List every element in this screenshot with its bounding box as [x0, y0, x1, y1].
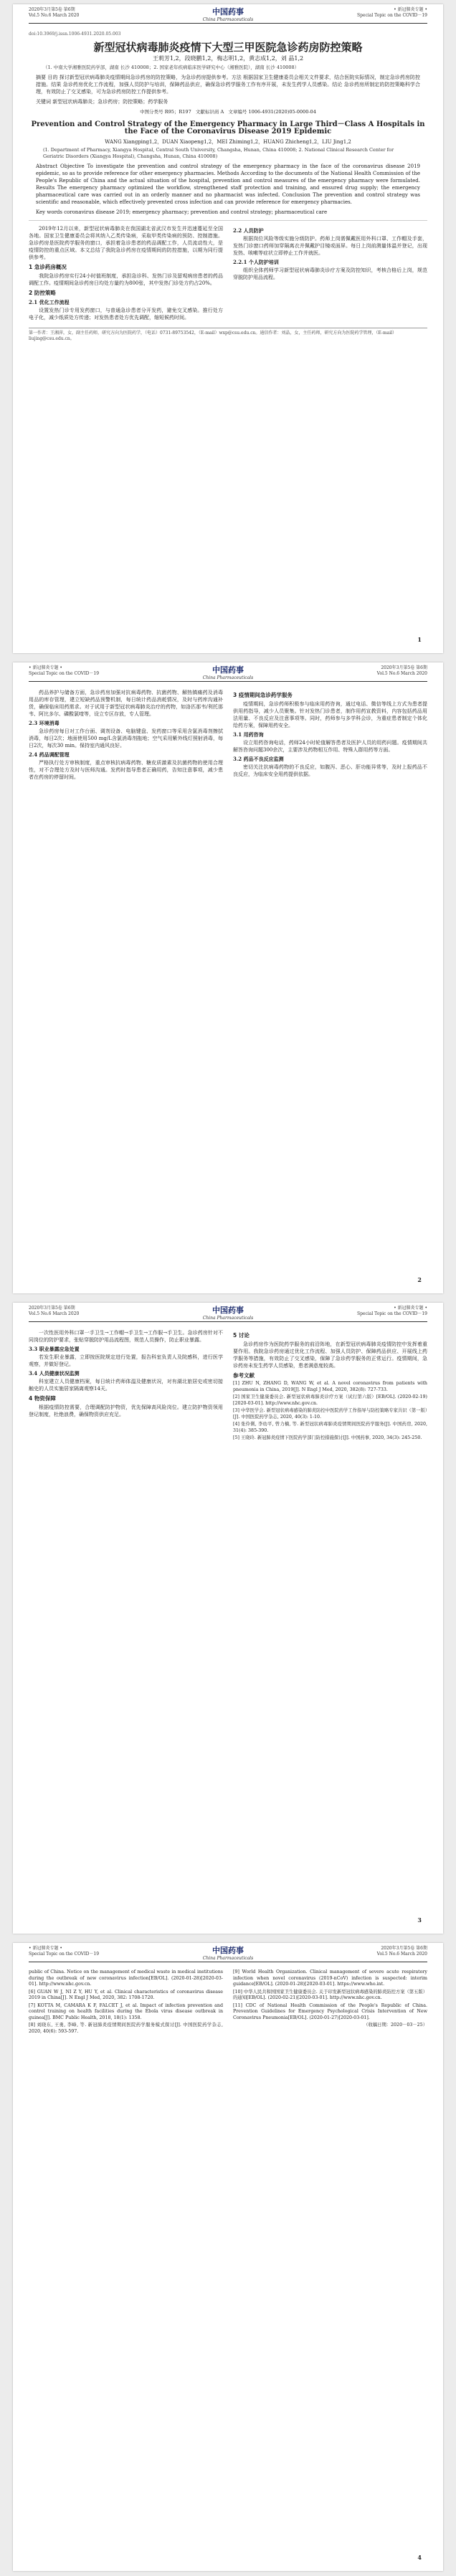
subsection-heading: 2.4 药品调配管理 [29, 751, 70, 758]
journal-title-en: China Pharmaceuticals [202, 17, 254, 22]
references [233, 1381, 427, 1442]
header-topic: • 新冠肺炎专题 • [29, 1946, 62, 1951]
reference-item: [11] CDC of National Health Commission of the People's Republic of China. Prevention Guidelines for Emergency Psychological Crisis Intervention of New Coronavirus Pneumonia[EB/OL]. (2020-01-27)[2020-03-01]. [233, 2002, 427, 2020]
section-heading: 1 急诊药房概况 [29, 264, 67, 270]
paragraph: 严格执行处方审核制度，重点审核抗病毒药物、糖皮质激素及抗菌药物的使用合理性，对不合理处方及时与医师沟通。发药时指导患者正确用药，告知注意事项，减少患者在药房的停留时间。 [29, 760, 223, 780]
journal-title: 中国药事 [212, 7, 244, 16]
abstract-en: Abstract Objective To investigate the prevention and control strategy of the emergency pharmacy in the face of the coronavirus disease 2019 epidemic, so as to provide reference for other emergency pharmacies. Methods According to the documents of the National Health Commission of the People's Republic of China and the actual situation of the hospital, prevention and control measures of the emergency pharmacy were formulated. Results The emergency pharmacy optimized the workflow, strengthened staff protection and training, and ensured drug supply; the emergency pharmaceutical care was carried out in an orderly manner and no pharmacist was infected. Conclusion The prevention and control strategy was scientific and reasonable, which effectively prevented cross infection and can provide reference for emergency pharmacies. [36, 163, 420, 205]
header-issue: 2020年3月第5卷 第6期 [381, 665, 427, 670]
article-title-en: Prevention and Control Strategy of the Emergency Pharmacy in Large Third－Class A Hospitals in the Face of the Coronavirus Disease 2019 Epidemic [31, 120, 425, 136]
subsection-heading: 2.3 环境消毒 [29, 720, 60, 726]
page-1 [13, 4, 443, 653]
header-topic: • 新冠肺炎专题 • [394, 7, 427, 12]
authors: 王莉芳1,2，段晓鹏1,2，梅志明1,2，黄志成1,2，刘 晶1,2 [152, 55, 304, 62]
doi: doi:10.3969/j.issn.1006-4931.2020.05.003 [29, 32, 121, 37]
page-number: 1 [417, 636, 422, 643]
reference-item: [1] ZHU N, ZHANG D, WANG W, et al. A novel coronavirus from patients with pneumonia in China, 2019[J]. N Engl J Med, 2020, 382(8): 727-733. [233, 1381, 427, 1392]
subsection-heading: 3.4 人员健康状况监测 [29, 1370, 80, 1377]
journal-title-en: China Pharmaceuticals [202, 1956, 254, 1961]
section-heading: 2 防控策略 [29, 290, 56, 296]
page-2 [13, 662, 443, 1293]
paragraph: 设立用药咨询电话，药师24小时轮值解答患者及医护人员的用药问题。疫情期间共解答咨询问题300余次，主要涉及药物相互作用、特殊人群用药等方面。 [233, 740, 427, 753]
article-title: 新型冠状病毒肺炎疫情下大型三甲医院急诊药房防控策略 [93, 41, 363, 54]
reference-item: [6] GUAN W J, NI Z Y, HU Y, et al. Clinical characteristics of coronavirus disease 2019 in China[J]. N Engl J Med, 2020, 382: 1708-1720. [29, 1989, 223, 2000]
page-header [29, 1943, 427, 1962]
reference-item: [8] 刘晓东, 王勇, 李峰, 等. 新冠肺炎疫情期间医院药学服务模式探讨[J]. 中国医院药学杂志, 2020, 40(6): 593-597. [29, 2023, 223, 2034]
subsection-heading: 3.1 用药咨询 [233, 731, 264, 738]
journal-title: 中国药事 [212, 665, 244, 675]
paragraph: 药品养护与储备方面，急诊药房加强对抗病毒药物、抗菌药物、解热镇痛药及消毒用品的库存管理，建立短缺药品预警机制，每日统计药品消耗情况，及时与药库沟通补货，确保临床用药需求。对于试用于新型冠状病毒肺炎治疗的药物，如洛匹那韦/利托那韦、阿比多尔、磷酸氯喹等，设立专区存放，专人管理。 [29, 690, 223, 717]
paragraph: 若发生职业暴露，立即按医院规定进行处置，报告科室负责人及院感科，进行医学观察，并做好登记。 [29, 1354, 223, 1367]
header-issue: 2020年3月第5卷 第6期 [29, 1306, 75, 1311]
authors-en: WANG Xiangping1,2，DUAN Xiaopeng1,2，MEI Zhiming1,2，HUANG Zhicheng1,2，LIU Jing1,2 [105, 139, 351, 145]
doc-code: 文献标识码 A [195, 109, 224, 115]
journal-title-en: China Pharmaceuticals [202, 1316, 254, 1321]
paragraph: 设置发热门诊专用发药窗口，与普通急诊患者分开发药，避免交叉感染。推行处方电子化，减少纸质处方传递；对发热患者处方优先调配，缩短候药时间。 [29, 308, 223, 320]
header-volume: Vol.5 No.6 March 2020 [29, 1311, 80, 1316]
intro-paragraph: 2019年12月以来，新型冠状病毒肺炎在我国湖北省武汉市发生并迅速蔓延至全国各地。国家卫生健康委员会将其纳入乙类传染病，采取甲类传染病的预防、控制措施。急诊药房是医院药学服务的窗口，承担着急诊患者的药品调配工作，人员流动性大，是疫情防控的重点区域。本文总结了我院急诊药房在疫情期间的防控措施，以期为同行提供参考。 [29, 226, 223, 260]
header-volume: Vol.5 No.6 March 2020 [376, 671, 427, 676]
reference-item: [4] 张伶俐, 李幼平, 曾力楠, 等. 新型冠状病毒肺炎疫情期间医院药学服务[J]. 中国药房, 2020, 31(4): 385-390. [233, 1422, 427, 1433]
received-date: （收稿日期：2020－03－25） [364, 2023, 427, 2028]
reference-item: [3] 中华医学会. 新型冠状病毒感染的肺炎防控中医院药学工作指导与防控策略专家共识（第一版）[J]. 中国医院药学杂志, 2020, 40(3): 1-10. [233, 1408, 427, 1420]
paragraph: 一次性医用外科口罩一手卫生→工作帽→手卫生→工作服→手卫生。急诊药房针对不同岗位的防护要求，张贴穿脱防护用品流程图，规范人员操作，防止职业暴露。 [29, 1330, 223, 1343]
footnote: 第一作者：王湘萍，女，副主任药师，研究方向为医院药学，（电话）0731-89753542，（E-mail）wxp@csu.edu.cn。通信作者：刘晶，女，主任药师，研究方向为医院药学管理，（E-mail）liujing@csu.edu.cn。 [29, 328, 427, 342]
header-volume: Vol.5 No.6 March 2020 [376, 1952, 427, 1957]
header-issue: 2020年3月第5卷 第6期 [381, 1946, 427, 1951]
header-topic-en: Special Topic on the COVID－19 [29, 671, 100, 676]
section-heading: 5 讨论 [233, 1332, 250, 1339]
reference-item: [7] KOTTA M, CAMARA K F, FALCET J, et al. Impact of infection prevention and control training on health facilities during the Ebola virus disease outbreak in guinea[J]. BMC Public Health, 2018, 18(1): 1358. [29, 2002, 223, 2020]
paragraph: 组织全体药师学习新型冠状病毒肺炎诊疗方案及防控知识，考核合格后上岗，规范穿脱防护用品流程。 [233, 267, 427, 280]
subsection-heading: 2.2.1 个人防护培训 [233, 259, 279, 265]
reference-item: [5] 王晓玲. 新冠肺炎疫情下医院药学部门防控措施探讨[J]. 中国药事, 2020, 34(3): 245-250. [233, 1435, 422, 1440]
header-issue: 2020年3月第5卷 第6期 [29, 7, 75, 12]
affiliation: （1. 中南大学湘雅医院药学部，湖南 长沙 410008；2. 国家老年疾病临床医学研究中心（湘雅医院），湖南 长沙 410008） [43, 65, 300, 70]
section-heading: 4 物资保障 [29, 1395, 56, 1402]
divider [29, 220, 427, 221]
section-heading: 3 疫情期间急诊药学服务 [233, 692, 293, 698]
reference-item: [9] World Health Organization. Clinical management of severe acute respiratory infection when novel coronavirus (2019-nCoV) infection is suspected: interim guidance[EB/OL]. (2020-01-28)[2020-03-01]. https://www.who.int. [233, 1969, 427, 1987]
paragraph: 根据疫情防控需要，合理调配防护物资，优先保障高风险岗位。建立防护物资领用登记制度，杜绝浪费，确保物资供应充足。 [29, 1405, 223, 1417]
page-header [29, 4, 427, 24]
subsection-heading: 3.3 职业暴露应急处置 [29, 1346, 80, 1352]
references-heading: 参考文献 [233, 1372, 255, 1379]
reference-item: public of China. Notice on the management of medical waste in medical institutions during the outbreak of new coronavirus infection[EB/OL]. (2020-01-28)[2020-03-01]. http://www.nhc.gov.cn. [29, 1969, 223, 1987]
journal-title: 中国药事 [212, 1946, 244, 1955]
classification: 中图分类号 R95；R197 [140, 109, 191, 115]
page-3 [13, 1303, 443, 1934]
subsection-heading: 2.1 优化工作流程 [29, 299, 70, 305]
page-4 [13, 1943, 443, 2571]
header-topic-en: Special Topic on the COVID－19 [29, 1952, 100, 1957]
keywords: 关键词 新型冠状病毒肺炎；急诊药房；防控策略；药学服务 [36, 99, 168, 105]
references-continued [29, 1969, 223, 2036]
page-number: 2 [417, 1276, 422, 1283]
header-topic-en: Special Topic on the COVID－19 [356, 13, 427, 18]
journal-title: 中国药事 [212, 1306, 244, 1315]
subsection-heading: 2.2 人员防护 [233, 227, 264, 234]
keywords-en: Key words coronavirus disease 2019; emergency pharmacy; prevention and control strategy; pharmaceutical care [36, 209, 328, 215]
abstract: 摘要 目的 探讨新型冠状病毒肺炎疫情期间急诊药房的防控策略，为急诊药房提供参考。方法 根据国家卫生健康委员会相关文件要求，结合医院实际情况，制定急诊药房防控措施。结果 急诊药房优化工作流程，加强人员防护与培训，保障药品供应，确保急诊药学服务工作有序开展，未发生药学人员感染。结论 急诊药房所制定的防控策略科学合理，有效防止了交叉感染，可为急诊药房防控工作提供参考。 [36, 75, 420, 95]
page-number: 4 [417, 2554, 422, 2561]
header-topic-en: Special Topic on the COVID－19 [356, 1311, 427, 1316]
reference-item: [10] 中华人民共和国国家卫生健康委员会. 关于印发新型冠状病毒感染的肺炎防控方案（第五版）的通知[EB/OL]. (2020-02-21)[2020-03-01]. http://www.nhc.gov.cn. [233, 1989, 427, 2000]
subsection-heading: 3.2 药品不良反应监测 [233, 756, 284, 762]
paragraph: 急诊药房每日对工作台面、调剂设备、电脑键盘、发药窗口等采用含氯消毒剂擦拭消毒，每日2次；地面使用500 mg/L含氯消毒剂拖地；空气采用紫外线灯照射消毒，每日2次，每次30 min。保持室内通风良好。 [29, 728, 223, 748]
page-header [29, 1303, 427, 1322]
header-topic: • 新冠肺炎专题 • [29, 665, 62, 670]
page-number: 3 [417, 1916, 422, 1924]
affiliation-en: (1. Department of Pharmacy, Xiangya Hospital, Central South University, Changsha, Hunan, China 410008; 2. National Clinical Research Center for Geriatric Disorders (Xiangya Hospital), Changsha, Hunan, China 410008) [43, 147, 394, 159]
paragraph: 我院急诊药房实行24小时值班制度，承担急诊科、发热门诊及留观病房患者的药品调配工作。疫情期间急诊药房日均处方量约为800张，其中发热门诊处方约占20%。 [29, 273, 223, 286]
journal-title-en: China Pharmaceuticals [202, 675, 254, 680]
references-continued-2 [233, 1969, 427, 2036]
paragraph: 根据岗位风险等级实施分级防护。药师上岗需佩戴医用外科口罩、工作帽及手套，发热门诊窗口药师加穿隔离衣并佩戴护目镜或面屏。每日上岗前测量体温并登记，出现发热、咳嗽等症状立即停止工作并就医。 [233, 236, 427, 256]
reference-item: [2] 国家卫生健康委员会. 新型冠状病毒肺炎诊疗方案（试行第六版）[EB/OL]. (2020-02-19)[2020-03-01]. http://www.nhc.gov.cn. [233, 1394, 427, 1406]
header-topic: • 新冠肺炎专题 • [394, 1306, 427, 1311]
paragraph: 科室建立人员健康档案，每日统计药师体温及健康状况，对有湖北旅居史或密切接触史的人员实施居家隔离观察14天。 [29, 1379, 223, 1392]
header-volume: Vol.5 No.6 March 2020 [29, 13, 80, 18]
article-number: 文章编号 1006-4931(2020)05-0000-04 [228, 109, 316, 115]
paragraph: 密切关注抗病毒药物的不良反应，如腹泻、恶心、肝功能异常等，及时上报药品不良反应，为临床安全用药提供依据。 [233, 764, 427, 777]
paragraph: 疫情期间，急诊药师积极参与临床用药咨询，通过电话、微信等线上方式为患者提供用药指导，减少人员聚集。针对发热门诊患者，制作用药宣教资料，内容包括药品用法用量、不良反应及注意事项等。同时，药师参与多学科会诊，为重症患者制定个体化给药方案，保障用药安全。 [233, 701, 427, 728]
paragraph: 急诊药房作为医院药学服务的前沿阵地，在新型冠状病毒肺炎疫情防控中发挥着重要作用。我院急诊药房通过优化工作流程、加强人员防护、保障药品供应、开展线上药学服务等措施，有效防止了交叉感染，保障了急诊药学服务的正常运行。疫情期间，急诊药房未发生药学人员感染，患者满意度较高。 [233, 1341, 427, 1369]
page-header [29, 662, 427, 682]
